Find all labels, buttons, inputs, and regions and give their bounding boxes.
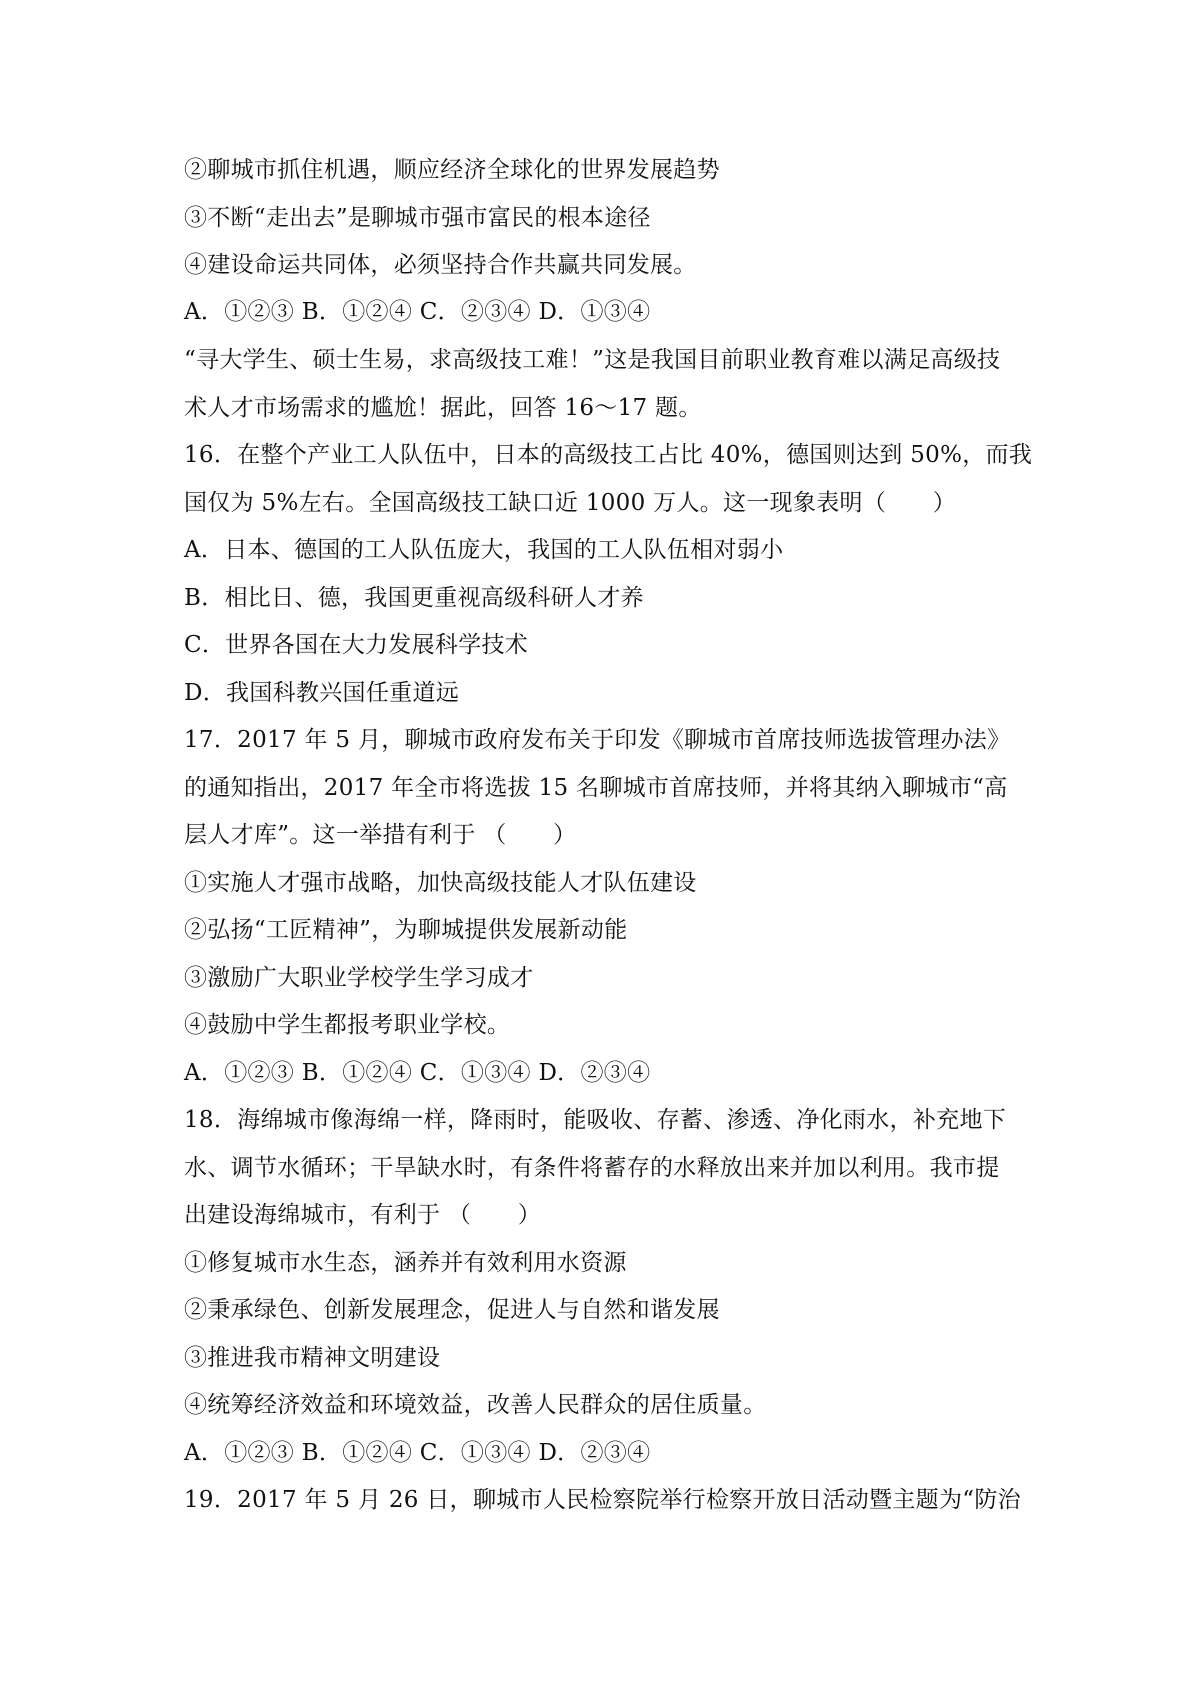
option-statement-1: ①实施人才强市战略，加快高级技能人才队伍建设 <box>184 870 697 896</box>
question-17: 层人才库”。这一举措有利于 （ ） <box>184 822 577 848</box>
answer-choice-b: B．相比日、德，我国更重视高级科研人才养 <box>184 585 644 611</box>
question-17: 17．2017 年 5 月，聊城市政府发布关于印发《聊城市首席技师选拔管理办法》 <box>184 727 1011 753</box>
option-statement-4: ④鼓励中学生都报考职业学校。 <box>184 1012 511 1038</box>
answer-choice-c: C．世界各国在大力发展科学技术 <box>184 632 529 658</box>
question-19: 19．2017 年 5 月 26 日，聊城市人民检察院举行检察开放日活动暨主题为“防治 <box>184 1487 1021 1513</box>
option-statement-2: ②秉承绿色、创新发展理念，促进人与自然和谐发展 <box>184 1297 720 1323</box>
option-statement-4: ④统筹经济效益和环境效益，改善人民群众的居住质量。 <box>184 1392 767 1418</box>
question-18: 出建设海绵城市，有利于 （ ） <box>184 1202 542 1228</box>
intro-text: “寻大学生、硕士生易，求高级技工难！”这是我国目前职业教育难以满足高级技 <box>184 347 1001 373</box>
answer-choice-d: D．我国科教兴国任重道远 <box>184 680 460 706</box>
answer-choice-a: A．日本、德国的工人队伍庞大，我国的工人队伍相对弱小 <box>184 537 784 563</box>
question-18: 水、调节水循环；干旱缺水时，有条件将蓄存的水释放出来并加以利用。我市提 <box>184 1155 1000 1181</box>
question-16: 国仅为 5%左右。全国高级技工缺口近 1000 万人。这一现象表明（ ） <box>184 490 957 516</box>
option-statement-3: ③推进我市精神文明建设 <box>184 1345 441 1371</box>
answer-choices: A．①②③ B．①②④ C．①③④ D．②③④ <box>184 1440 651 1466</box>
question-16: 16．在整个产业工人队伍中，日本的高级技工占比 40%，德国则达到 50%，而我 <box>184 442 1033 468</box>
option-statement-4: ④建设命运共同体，必须坚持合作共赢共同发展。 <box>184 252 697 278</box>
option-statement-3: ③不断“走出去”是聊城市强市富民的根本途径 <box>184 205 651 231</box>
question-17: 的通知指出，2017 年全市将选拔 15 名聊城市首席技师，并将其纳入聊城市“高 <box>184 775 1008 801</box>
answer-choices: A．①②③ B．①②④ C．①③④ D．②③④ <box>184 1060 651 1086</box>
question-18: 18．海绵城市像海绵一样，降雨时，能吸收、存蓄、渗透、净化雨水，补充地下 <box>184 1107 1007 1133</box>
intro-text: 术人才市场需求的尴尬！据此，回答 16～17 题。 <box>184 395 702 421</box>
option-statement-1: ①修复城市水生态，涵养并有效利用水资源 <box>184 1250 627 1276</box>
option-statement-3: ③激励广大职业学校学生学习成才 <box>184 965 534 991</box>
option-statement-2: ②弘扬“工匠精神”，为聊城提供发展新动能 <box>184 917 628 943</box>
answer-choices: A．①②③ B．①②④ C．②③④ D．①③④ <box>184 299 651 325</box>
option-statement-2: ②聊城市抓住机遇，顺应经济全球化的世界发展趋势 <box>184 157 720 183</box>
